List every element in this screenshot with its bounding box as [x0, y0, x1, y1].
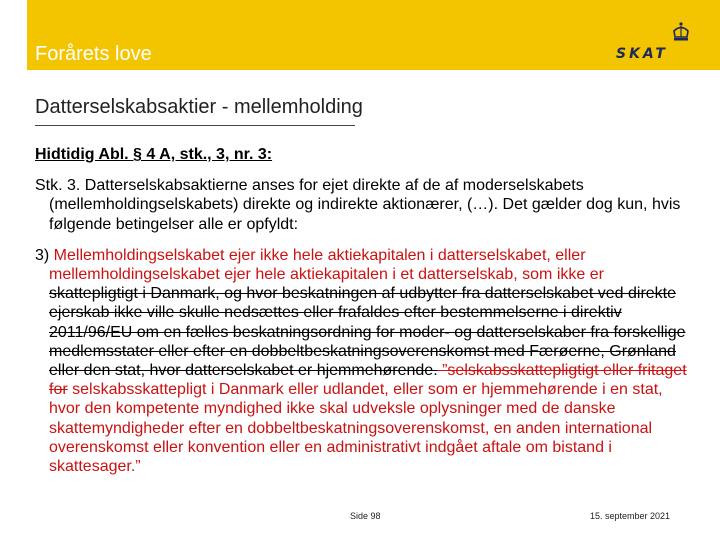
header-title: Forårets love: [35, 43, 152, 65]
logo-text: SKAT: [616, 46, 668, 62]
slide-title: Datterselskabsaktier - mellemholding: [35, 96, 363, 118]
paragraph-nr3-prefix: 3): [35, 246, 54, 264]
subheading: Hidtidig Abl. § 4 A, stk., 3, nr. 3:: [35, 146, 273, 163]
slide-content: [35, 145, 690, 476]
paragraph-stk3: Stk. 3. Datterselskabsaktierne anses for ejet direkte af de af moderselskabets (mellemholdingselskabets) direkte og indirekte aktionærer, (…). Det gælder dog kun, hvis følgende betingelser alle er opfyldt:: [35, 177, 681, 233]
footer-page-number: Side 98: [350, 511, 381, 521]
crown-icon: [672, 22, 690, 42]
title-divider: [35, 125, 355, 126]
paragraph-nr3: [35, 246, 690, 476]
paragraph-nr3-added-text: Mellemholdingselskabet ejer ikke hele aktiekapitalen i datterselskabet, eller mellemholdingselskabet ejer hele aktiekapitalen i et datterselskab, som ikke er: [49, 246, 604, 284]
paragraph-nr3-added-tail: selskabsskattepligt i Danmark eller udlandet, eller som er hjemmehørende i en stat, hvor den kompetente myndighed ikke skal udveksle oplysninger med de danske skattemyndigheder efter en dobbeltbeskatningsoverenskomst, en anden international overenskomst eller konvention eller en administrativt indgået aftale om bistand i skattesager.”: [49, 381, 663, 476]
skat-logo: [612, 22, 688, 64]
footer-date: 15. september 2021: [590, 511, 671, 521]
paragraph-nr3-added-struck-text: ”selskabsskattepligtigt eller fritaget for: [49, 362, 687, 399]
paragraph-nr3-deleted-text: skattepligtigt i Danmark, og hvor beskatningen af udbytter fra datterselskabet ved direkte ejerskab ikke ville skulle nedsættes eller frafaldes efter bestemmelserne i direktiv 2011/96/EU om en fælles beskatningsordning for moder- og datterselskaber fra forskellige medlemsstater eller efter en dobbeltbeskatningsoverenskomst med Færøerne, Grønland eller den stat, hvor datterselskabet er hjemmehørende.: [49, 285, 686, 380]
